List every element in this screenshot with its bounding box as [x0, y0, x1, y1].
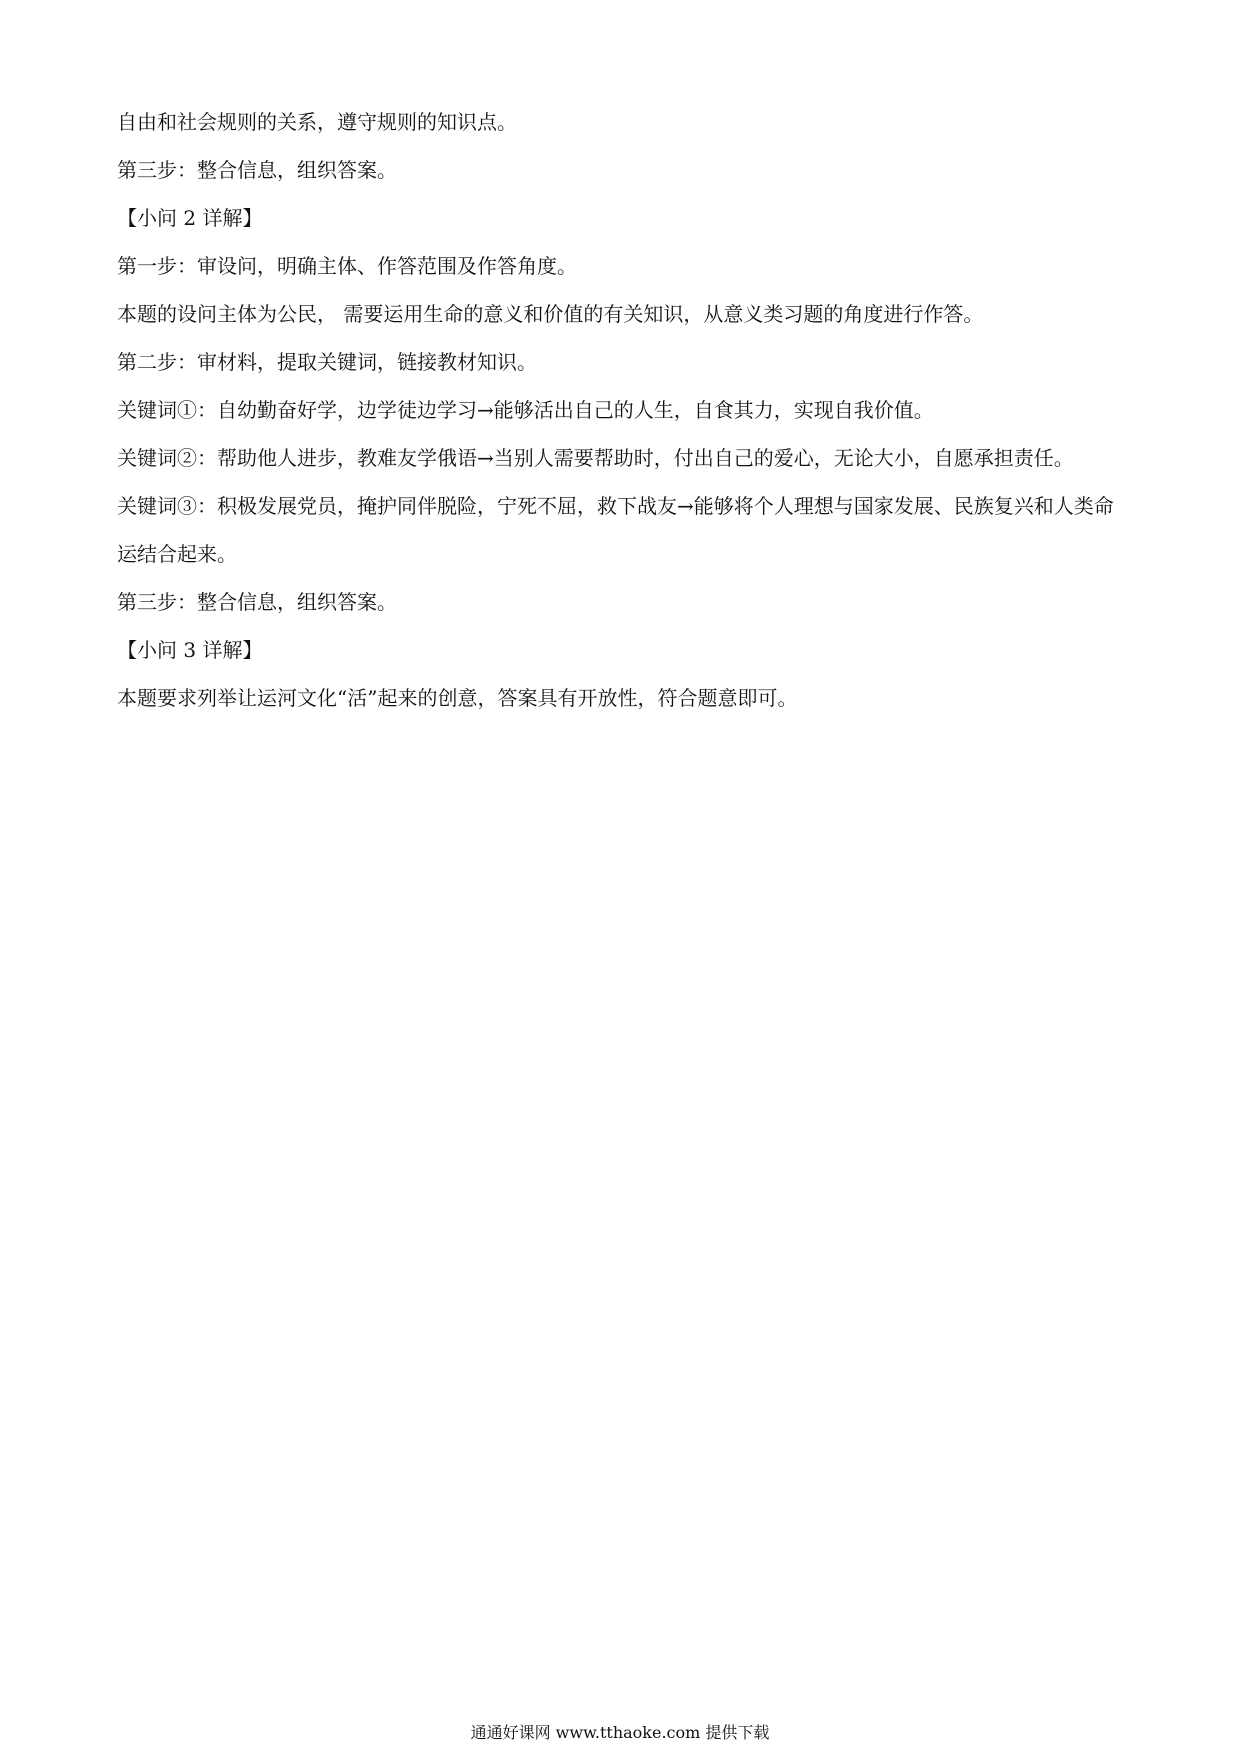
- paragraph-keyword-1: 关键词①：自幼勤奋好学，边学徒边学习→能够活出自己的人生，自食其力，实现自我价值。: [117, 398, 934, 422]
- paragraph-question-3-answer: 本题要求列举让运河文化“活”起来的创意，答案具有开放性，符合题意即可。: [117, 686, 798, 710]
- paragraph-step1: 第一步：审设问，明确主体、作答范围及作答角度。: [117, 254, 577, 278]
- document-body: [117, 98, 1127, 722]
- heading-question-2-detail: 【小问 2 详解】: [117, 206, 263, 230]
- paragraph-subject: 本题的设问主体为公民， 需要运用生命的意义和价值的有关知识，从意义类习题的角度进行作答。: [117, 302, 984, 326]
- paragraph-step2: 第二步：审材料，提取关键词，链接教材知识。: [117, 350, 537, 374]
- paragraph-rules-relation: 自由和社会规则的关系，遵守规则的知识点。: [117, 110, 517, 134]
- footer-source: 通通好课网 www.tthaoke.com 提供下载: [470, 1723, 770, 1742]
- paragraph-step3-q1: 第三步：整合信息，组织答案。: [117, 158, 397, 182]
- paragraph-keyword-2: 关键词②：帮助他人进步，教难友学俄语→当别人需要帮助时，付出自己的爱心，无论大小，自愿承担责任。: [117, 446, 1074, 470]
- paragraph-step3-q2: 第三步：整合信息，组织答案。: [117, 590, 397, 614]
- paragraph-keyword-3: 关键词③：积极发展党员，掩护同伴脱险，宁死不屈，救下战友→能够将个人理想与国家发展、民族复兴和人类命运结合起来。: [117, 494, 1114, 566]
- heading-question-3-detail: 【小问 3 详解】: [117, 638, 263, 662]
